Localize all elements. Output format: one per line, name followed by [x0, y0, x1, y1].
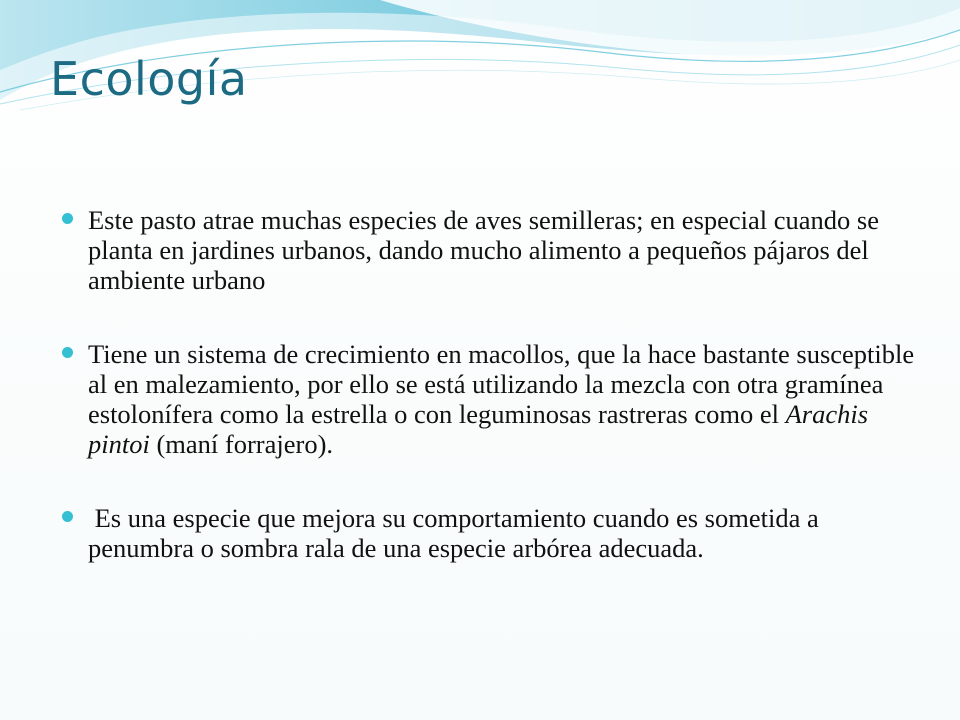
bullet-text: Es una especie que mejora su comportamiento cuando es sometida a penumbra o sombra rala de una especie arbórea adecuada. [88, 503, 826, 563]
bullet-dot-icon [62, 511, 73, 522]
bullet-text-part: Tiene un sistema de crecimiento en macollos, que la hace bastante susceptible al en malezamiento, por ello se está utilizando la mezcla con otra gramínea estolonífera como la estrella o con leguminosas rastreras como el [88, 339, 915, 429]
bullet-item-3 [62, 503, 922, 563]
species-genus-italic: Arachis [785, 399, 869, 429]
bullet-dot-icon [62, 213, 73, 224]
bullet-text-part: (maní forrajero). [149, 429, 334, 459]
bullet-text: Este pasto atrae muchas especies de aves semilleras; en especial cuando se planta en jardines urbanos, dando mucho alimento a pequeños pájaros del ambiente urbano [88, 205, 879, 295]
bullet-list [62, 205, 922, 607]
bullet-item-2 [62, 339, 922, 459]
slide-title: Ecología [50, 52, 248, 106]
bullet-dot-icon [62, 347, 73, 358]
species-epithet-italic: pintoi [88, 429, 150, 459]
bullet-text [88, 339, 922, 459]
bullet-item-1 [62, 205, 922, 295]
